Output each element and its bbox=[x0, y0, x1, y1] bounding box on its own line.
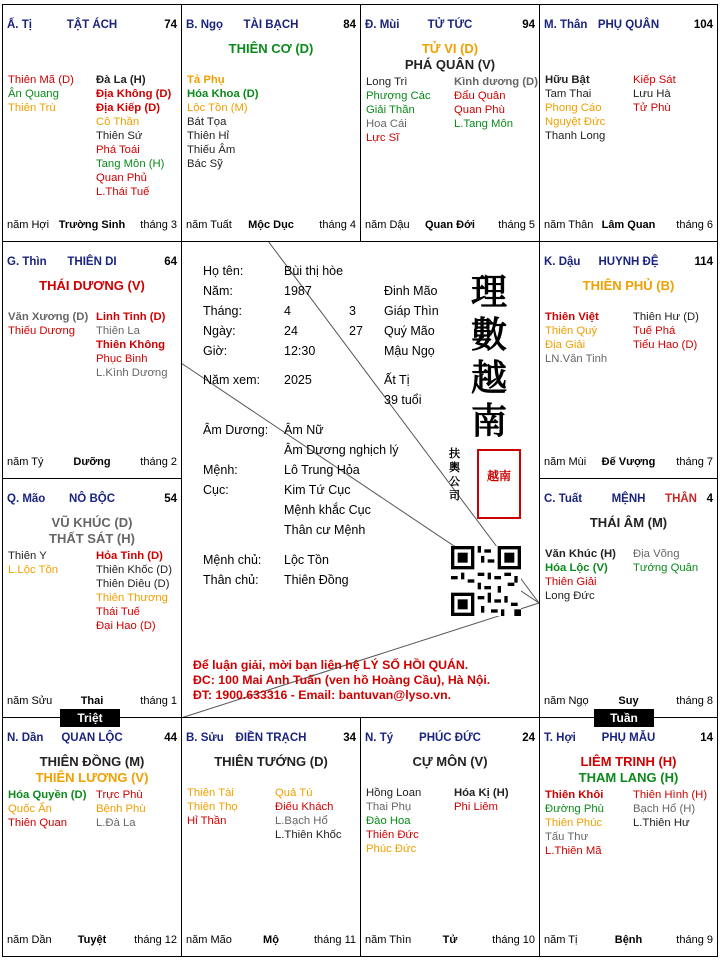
minor-star: Thiếu Âm bbox=[187, 144, 236, 156]
qr-code-icon[interactable] bbox=[451, 546, 521, 616]
palace-mao[interactable] bbox=[2, 478, 182, 718]
palace-mui[interactable] bbox=[360, 4, 540, 242]
tuan-badge: Tuần bbox=[594, 709, 654, 727]
day-lunar: 27 bbox=[349, 324, 363, 338]
thanchu-label: Thân chủ: bbox=[203, 573, 259, 587]
main-star: VŨ KHÚC (D) bbox=[51, 515, 133, 530]
main-star: THIÊN TƯỚNG (D) bbox=[214, 754, 328, 769]
palace-header bbox=[7, 256, 177, 272]
minor-star: Thiên Sứ bbox=[96, 130, 143, 142]
main-star: THIÊN ĐỒNG (M) bbox=[39, 754, 145, 769]
minor-star: Thiên Mã (D) bbox=[8, 74, 74, 86]
day-label: Ngày: bbox=[203, 324, 236, 338]
main-star: LIÊM TRINH (H) bbox=[580, 754, 677, 769]
thanchu-value: Thiên Đồng bbox=[284, 573, 349, 587]
minor-star: Tấu Thư bbox=[545, 831, 589, 843]
minor-star: L.Thiên Khốc bbox=[275, 829, 342, 841]
month-label: tháng 5 bbox=[498, 219, 535, 231]
year-label: năm Ngọ bbox=[544, 695, 589, 707]
minor-star: Phi Liêm bbox=[454, 801, 498, 813]
month-label: tháng 1 bbox=[140, 695, 177, 707]
minor-star: Thiên Việt bbox=[545, 311, 599, 323]
minor-star: Lực Sĩ bbox=[366, 132, 400, 144]
branch-label: Q. Mão bbox=[7, 493, 46, 505]
minor-star: Hóa Quyền (D) bbox=[8, 789, 87, 801]
minor-stars-right bbox=[454, 75, 538, 131]
palace-footer bbox=[186, 219, 356, 233]
minor-star: LN.Văn Tinh bbox=[545, 353, 608, 365]
palace-number: 104 bbox=[693, 19, 713, 31]
minor-star: L.Bạch Hổ bbox=[275, 815, 328, 827]
minor-star: Bệnh Phù bbox=[96, 803, 146, 815]
minor-star: Hồng Loan bbox=[366, 787, 422, 799]
minor-stars-left bbox=[8, 549, 58, 577]
contact-line-1: Để luận giải, mời bạn liên hệ LÝ SỐ HỒI QUÁN. bbox=[193, 658, 469, 672]
minor-star: Văn Xương (D) bbox=[8, 311, 89, 323]
branch-label: T. Hợi bbox=[544, 732, 576, 744]
palace-name: QUAN LỘC bbox=[61, 732, 123, 744]
minor-star: Thiên Quan bbox=[8, 817, 68, 829]
main-star: TỬ VI (D) bbox=[421, 41, 479, 56]
month-label: tháng 12 bbox=[134, 934, 177, 946]
minor-stars-right bbox=[96, 788, 146, 830]
minor-star: Hóa Khoa (D) bbox=[187, 88, 259, 100]
minor-star: Địa Kiếp (D) bbox=[96, 102, 161, 114]
age: 39 tuổi bbox=[384, 393, 422, 407]
minor-star: Thai Phụ bbox=[366, 801, 412, 813]
palace-name: PHỤ QUÂN bbox=[597, 19, 660, 31]
minor-star: Thiên Hình (H) bbox=[633, 789, 708, 801]
minor-star: Tướng Quân bbox=[633, 562, 699, 574]
name-label: Họ tên: bbox=[203, 264, 244, 278]
minor-stars-right bbox=[633, 310, 699, 352]
minor-stars-left bbox=[545, 310, 607, 366]
minor-stars-right bbox=[96, 549, 172, 633]
palace-name: TỬ TỨC bbox=[427, 19, 473, 31]
main-star: THIÊN LƯƠNG (V) bbox=[35, 770, 149, 785]
cuc-note: Mệnh khắc Cục bbox=[284, 503, 371, 517]
palace-header bbox=[186, 732, 356, 748]
palace-name: THIÊN DI bbox=[67, 256, 117, 268]
center-panel bbox=[181, 241, 539, 718]
minor-star: Tang Môn (H) bbox=[96, 158, 165, 170]
minor-stars-left bbox=[8, 73, 74, 115]
palace-ngo[interactable] bbox=[181, 4, 361, 242]
palace-header bbox=[544, 256, 713, 272]
minor-stars-right bbox=[96, 73, 171, 199]
palace-name: TÀI BẠCH bbox=[243, 19, 299, 31]
palace-tuat[interactable] bbox=[539, 478, 718, 718]
minor-stars-left bbox=[545, 73, 605, 143]
palace-name: MỆNH bbox=[611, 493, 646, 505]
month-label: tháng 6 bbox=[676, 219, 713, 231]
main-star: THIÊN CƠ (D) bbox=[228, 41, 314, 56]
minor-star: L.Thiên Mã bbox=[545, 845, 602, 857]
month-lunar: 3 bbox=[349, 304, 356, 318]
palace-dan[interactable] bbox=[2, 717, 182, 957]
minor-star: Quan Phủ bbox=[96, 172, 147, 184]
minor-star: Thiên Quý bbox=[545, 325, 598, 337]
branch-label: N. Dần bbox=[7, 732, 44, 744]
cuc-label: Cục: bbox=[203, 483, 229, 497]
minor-star: Thiên Giải bbox=[545, 576, 597, 588]
life-stage: Tử bbox=[442, 934, 458, 946]
palace-footer bbox=[544, 934, 713, 948]
palace-number: 64 bbox=[164, 256, 177, 268]
minor-star: Phục Binh bbox=[96, 353, 148, 365]
main-star: THAM LANG (H) bbox=[578, 770, 679, 785]
branch-label: N. Tý bbox=[365, 732, 394, 744]
branch-label: M. Thân bbox=[544, 19, 588, 31]
palace-number: 44 bbox=[164, 732, 177, 744]
branch-label: G. Thìn bbox=[7, 256, 47, 268]
palace-footer bbox=[7, 695, 177, 709]
menh-value: Lô Trung Hỏa bbox=[284, 463, 360, 477]
day-value: 24 bbox=[284, 324, 298, 338]
year-label: năm Thân bbox=[544, 219, 594, 231]
minor-star: Phượng Các bbox=[366, 90, 431, 102]
life-stage: Suy bbox=[618, 695, 639, 707]
minor-star: Thiên Phúc bbox=[545, 817, 603, 829]
minor-star: Tả Phụ bbox=[187, 74, 225, 86]
minor-star: Địa Không (D) bbox=[96, 88, 172, 100]
minor-star: Bát Tọa bbox=[187, 116, 227, 128]
menh-label: Mệnh: bbox=[203, 463, 238, 477]
hour-label: Giờ: bbox=[203, 344, 228, 358]
minor-star: Quả Tú bbox=[275, 787, 313, 799]
palace-footer bbox=[544, 456, 713, 470]
branch-label: Đ. Mùi bbox=[365, 19, 400, 31]
minor-star: Đà La (H) bbox=[96, 74, 146, 86]
palace-thin[interactable] bbox=[2, 241, 182, 479]
palace-footer bbox=[7, 456, 177, 470]
minor-stars-right bbox=[275, 786, 342, 842]
palace-number: 24 bbox=[522, 732, 535, 744]
life-stage: Mộ bbox=[263, 934, 279, 946]
minor-star: Thiên Đức bbox=[366, 829, 419, 841]
minor-stars-left bbox=[366, 786, 421, 856]
minor-star: Hỏa Tinh (D) bbox=[96, 550, 163, 562]
contact-line-3[interactable]: ĐT: 1900.633316 - Email: bantuvan@lyso.vn. bbox=[193, 688, 452, 702]
than-cu-menh: Thân cư Mệnh bbox=[284, 523, 366, 537]
branch-label: Ấ. Tị bbox=[7, 19, 32, 31]
palace-footer bbox=[186, 934, 356, 948]
palace-footer bbox=[365, 934, 535, 948]
life-stage: Đế Vượng bbox=[601, 456, 656, 468]
palace-number: 34 bbox=[343, 732, 356, 744]
minor-star: Bác Sỹ bbox=[187, 158, 223, 170]
minor-star: Đại Hao (D) bbox=[96, 620, 156, 632]
palace-header bbox=[7, 19, 177, 35]
minor-star: Hỉ Thần bbox=[187, 815, 227, 827]
minor-stars-right bbox=[454, 786, 509, 814]
branch-label: K. Dậu bbox=[544, 256, 581, 268]
view-year-label: Năm xem: bbox=[203, 373, 260, 387]
minor-star: L.Tang Môn bbox=[454, 118, 514, 130]
palace-header bbox=[7, 732, 177, 748]
minor-star: Phong Cáo bbox=[545, 102, 602, 114]
minor-star: Thiên Y bbox=[8, 550, 47, 562]
month-label: tháng 10 bbox=[492, 934, 535, 946]
minor-star: Phúc Đức bbox=[366, 843, 417, 855]
main-star: THÁI ÂM (M) bbox=[589, 515, 668, 530]
minor-star: Thiên Khốc (D) bbox=[96, 564, 172, 576]
contact-info bbox=[193, 658, 533, 703]
minor-star: Thiên Khôi bbox=[545, 789, 604, 801]
day-canchi: Quý Mão bbox=[384, 324, 435, 338]
minor-star: Kiếp Sát bbox=[633, 74, 676, 86]
minor-star: Lộc Tồn (M) bbox=[187, 102, 248, 114]
month-label: tháng 3 bbox=[140, 219, 177, 231]
minor-star: L.Kình Dương bbox=[96, 367, 168, 379]
amduong-label: Âm Dương: bbox=[203, 423, 269, 437]
minor-star: Hữu Bật bbox=[545, 74, 590, 86]
minor-stars-left bbox=[187, 73, 259, 171]
palace-suu[interactable] bbox=[181, 717, 361, 957]
month-label: Tháng: bbox=[203, 304, 242, 318]
main-star: THIÊN PHỦ (B) bbox=[582, 278, 675, 293]
palace-footer bbox=[544, 219, 713, 233]
year-label: năm Mùi bbox=[544, 456, 587, 468]
branch-label: B. Sửu bbox=[186, 732, 224, 744]
minor-star: Thiên Hỉ bbox=[187, 130, 230, 142]
month-label: tháng 8 bbox=[676, 695, 713, 707]
month-label: tháng 7 bbox=[676, 456, 713, 468]
minor-stars-left bbox=[187, 786, 238, 828]
contact-line-2: ĐC: 100 Mai Anh Tuấn (ven hồ Hoàng Cầu), Hà Nội. bbox=[193, 673, 491, 687]
triet-badge: Triệt bbox=[60, 709, 120, 727]
palace-header bbox=[186, 19, 356, 35]
minor-star: Đào Hoa bbox=[366, 815, 411, 827]
minor-stars-left bbox=[8, 788, 86, 830]
minor-star: Ân Quang bbox=[8, 88, 59, 100]
than-marker: THÂN bbox=[665, 493, 697, 505]
minor-star: Văn Khúc (H) bbox=[545, 548, 616, 560]
menhchu-value: Lộc Tồn bbox=[284, 553, 329, 567]
palace-number: 84 bbox=[343, 19, 356, 31]
minor-star: Phá Toái bbox=[96, 144, 140, 156]
palace-name: HUYNH ĐỆ bbox=[598, 256, 659, 268]
palace-ti[interactable] bbox=[2, 4, 182, 242]
minor-stars-right bbox=[633, 73, 676, 115]
hour-canchi: Mậu Ngọ bbox=[384, 344, 435, 358]
minor-stars-right bbox=[96, 310, 168, 380]
life-stage: Quan Đới bbox=[425, 219, 475, 231]
minor-stars-left bbox=[8, 310, 88, 338]
minor-star: Thiên Thọ bbox=[187, 801, 238, 813]
life-stage: Lâm Quan bbox=[601, 219, 656, 231]
calligraphy-logo: 理 數 越 南 bbox=[471, 271, 508, 442]
year-label: năm Dậu bbox=[365, 219, 410, 231]
minor-star: Thiên Không bbox=[96, 339, 166, 351]
amduong-note: Âm Dương nghịch lý bbox=[284, 443, 399, 457]
minor-star: Địa Giải bbox=[545, 339, 586, 351]
year-label: năm Tị bbox=[544, 934, 578, 946]
palace-number: 4 bbox=[706, 493, 713, 505]
name-value: Bùi thị hòe bbox=[284, 264, 344, 278]
palace-than[interactable] bbox=[539, 4, 718, 242]
view-year-canchi: Ất Tị bbox=[384, 373, 410, 387]
main-star: THÁI DƯƠNG (V) bbox=[39, 278, 145, 293]
minor-star: Thiên Tài bbox=[187, 787, 234, 799]
palace-footer bbox=[365, 219, 535, 233]
life-stage: Tuyệt bbox=[77, 934, 107, 946]
minor-star: L.Đà La bbox=[96, 817, 136, 829]
minor-star: Cô Thần bbox=[96, 116, 140, 128]
minor-star: Hóa Lộc (V) bbox=[545, 562, 608, 574]
minor-star: L.Lộc Tồn bbox=[8, 564, 59, 576]
year-label: năm Mão bbox=[186, 934, 232, 946]
palace-name: NÔ BỘC bbox=[69, 493, 115, 505]
minor-star: Thái Tuế bbox=[96, 606, 140, 618]
minor-star: Thiên Diêu (D) bbox=[96, 578, 170, 590]
minor-stars-left bbox=[545, 788, 604, 858]
minor-star: L.Thiên Hư bbox=[633, 817, 690, 829]
minor-star: Tuế Phá bbox=[633, 325, 676, 337]
minor-star: Lưu Hà bbox=[633, 88, 671, 100]
main-star: THẤT SÁT (H) bbox=[49, 531, 135, 546]
year-label: năm Thìn bbox=[365, 934, 412, 946]
minor-star: L.Thái Tuế bbox=[96, 186, 150, 198]
minor-star: Long Trì bbox=[366, 76, 408, 88]
palace-number: 54 bbox=[164, 493, 177, 505]
minor-star: Đường Phù bbox=[545, 803, 604, 815]
minor-star: Long Đức bbox=[545, 590, 595, 602]
palace-dau[interactable] bbox=[539, 241, 718, 479]
main-star: PHÁ QUÂN (V) bbox=[404, 57, 496, 72]
minor-star: Tử Phù bbox=[633, 102, 671, 114]
minor-star: Tam Thai bbox=[545, 88, 592, 100]
palace-number: 14 bbox=[700, 732, 713, 744]
palace-header bbox=[544, 493, 713, 509]
minor-star: Tiểu Hao (D) bbox=[633, 339, 698, 351]
minor-star: Quan Phù bbox=[454, 104, 505, 116]
year-label: năm Sửu bbox=[7, 695, 53, 707]
menhchu-label: Mệnh chủ: bbox=[203, 553, 262, 567]
hour-value: 12:30 bbox=[284, 344, 316, 358]
red-seal: 越南 bbox=[477, 449, 521, 519]
minor-stars-right bbox=[633, 547, 698, 575]
life-stage: Bệnh bbox=[614, 934, 643, 946]
palace-header bbox=[544, 732, 713, 748]
month-label: tháng 11 bbox=[313, 934, 356, 946]
minor-star: Nguyệt Đức bbox=[545, 116, 606, 128]
palace-number: 114 bbox=[694, 256, 713, 268]
palace-footer bbox=[7, 219, 177, 233]
minor-stars-right bbox=[633, 788, 707, 830]
amduong-value: Âm Nữ bbox=[284, 423, 324, 437]
month-label: tháng 2 bbox=[140, 456, 177, 468]
month-canchi: Giáp Thìn bbox=[384, 304, 439, 318]
year-label: năm Tuất bbox=[186, 219, 232, 231]
month-value: 4 bbox=[284, 304, 291, 318]
view-year-value: 2025 bbox=[284, 373, 312, 387]
minor-stars-left bbox=[545, 547, 616, 603]
main-star: CỰ MÔN (V) bbox=[412, 754, 488, 769]
minor-star: Thiên Trù bbox=[8, 102, 56, 114]
palace-footer bbox=[544, 695, 713, 709]
palace-number: 94 bbox=[522, 19, 535, 31]
palace-hoi[interactable] bbox=[539, 717, 718, 957]
month-label: tháng 9 bbox=[676, 934, 713, 946]
minor-star: Thanh Long bbox=[545, 130, 606, 142]
minor-star: Kình dương (D) bbox=[454, 76, 538, 88]
year-label: năm Tý bbox=[7, 456, 44, 468]
year-label: năm Hợi bbox=[7, 219, 50, 231]
minor-star: Linh Tinh (D) bbox=[96, 311, 166, 323]
minor-star: Thiên Thương bbox=[96, 592, 168, 604]
minor-star: Giải Thần bbox=[366, 104, 415, 116]
company-vertical-text: 扶輿公司 bbox=[449, 448, 460, 502]
minor-star: Đẩu Quân bbox=[454, 90, 506, 102]
palace-name: PHỤ MẪU bbox=[601, 732, 656, 744]
palace-number: 74 bbox=[164, 19, 177, 31]
minor-star: Điếu Khách bbox=[275, 801, 334, 813]
palace-header bbox=[7, 493, 177, 509]
year-value: 1987 bbox=[284, 284, 312, 298]
minor-star: Thiên Hư (D) bbox=[633, 311, 699, 323]
minor-star: Trực Phù bbox=[96, 789, 143, 801]
branch-label: B. Ngọ bbox=[186, 19, 224, 31]
palace-name: TẬT ÁCH bbox=[66, 19, 118, 31]
palace-footer bbox=[7, 934, 177, 948]
branch-label: C. Tuất bbox=[544, 493, 583, 505]
year-canchi: Đinh Mão bbox=[384, 284, 438, 298]
minor-star: Thiếu Dương bbox=[8, 325, 76, 337]
palace-name: PHÚC ĐỨC bbox=[419, 732, 481, 744]
minor-star: Hoa Cái bbox=[366, 118, 407, 130]
life-stage: Dưỡng bbox=[73, 456, 111, 468]
life-stage: Trường Sinh bbox=[58, 219, 126, 231]
month-label: tháng 4 bbox=[319, 219, 356, 231]
minor-star: Quốc Ấn bbox=[8, 803, 52, 815]
palace-header bbox=[365, 19, 535, 35]
cuc-value: Kim Tứ Cục bbox=[284, 483, 351, 497]
palace-header bbox=[544, 19, 713, 35]
life-stage: Thai bbox=[80, 695, 104, 707]
minor-star: Bạch Hổ (H) bbox=[633, 803, 696, 815]
palace-header bbox=[365, 732, 535, 748]
year-label: Năm: bbox=[203, 284, 233, 298]
minor-star: Địa Võng bbox=[633, 548, 680, 560]
minor-stars-left bbox=[366, 75, 431, 145]
life-stage: Mộc Dục bbox=[248, 219, 294, 231]
minor-star: Thiên La bbox=[96, 325, 140, 337]
minor-star: Hóa Kị (H) bbox=[454, 787, 509, 799]
palace-name: ĐIỀN TRẠCH bbox=[235, 732, 307, 744]
palace-ty[interactable] bbox=[360, 717, 540, 957]
year-label: năm Dần bbox=[7, 934, 52, 946]
